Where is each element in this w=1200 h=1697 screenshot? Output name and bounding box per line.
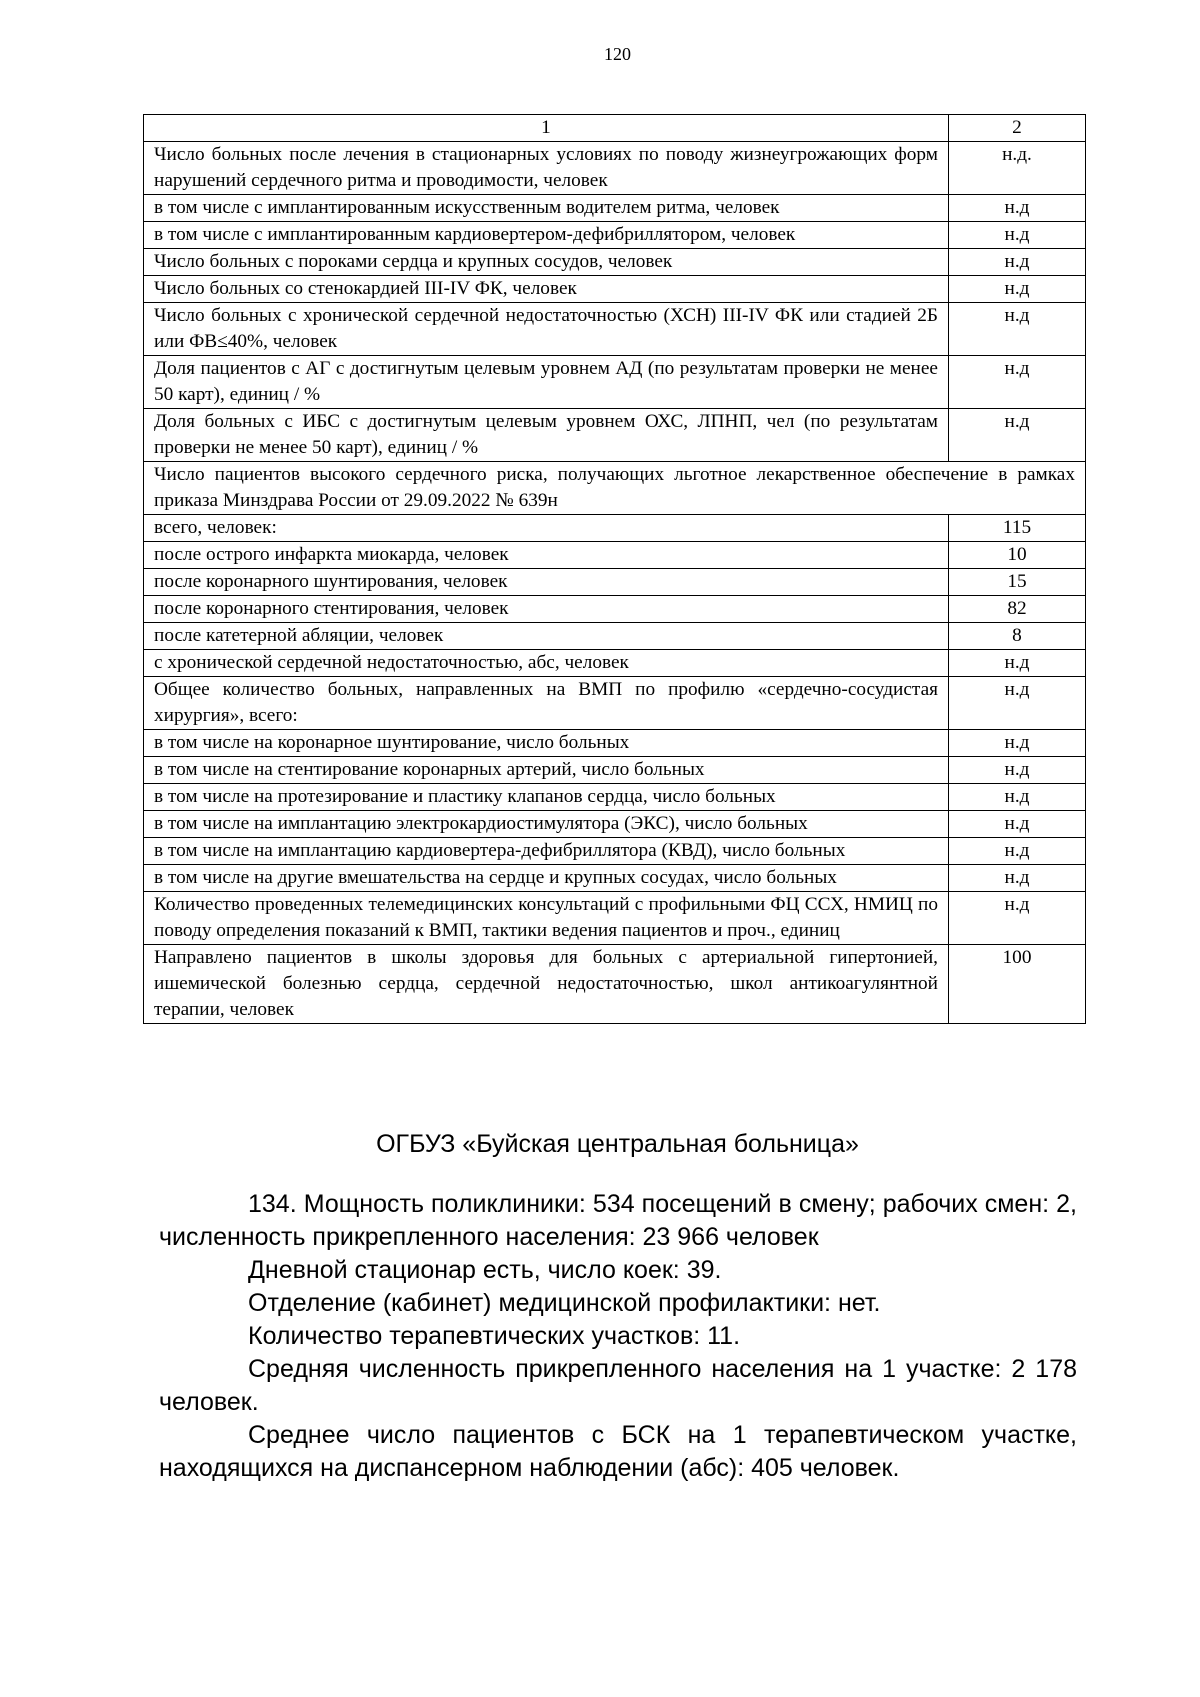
row-value: н.д [949, 650, 1086, 677]
paragraph: Отделение (кабинет) медицинской профилактики: нет. [248, 1289, 881, 1317]
table-row [144, 142, 1086, 195]
row-value: н.д [949, 730, 1086, 757]
table-row [144, 195, 1086, 222]
paragraph: Количество терапевтических участков: 11. [248, 1322, 741, 1350]
paragraph: Среднее число пациентов с БСК на 1 терапевтическом участке, находящихся на диспансерном наблюдении (абс): 405 человек. [159, 1421, 1077, 1482]
row-label: с хронической сердечной недостаточностью, абс, человек [144, 650, 949, 677]
table-row [144, 838, 1086, 865]
table-row [144, 249, 1086, 276]
row-value: н.д [949, 409, 1086, 462]
table-row [144, 569, 1086, 596]
paragraph: Дневной стационар есть, число коек: 39. [248, 1256, 722, 1284]
table-row [144, 356, 1086, 409]
table-row [144, 945, 1086, 1024]
row-label: Количество проведенных телемедицинских консультаций с профильными ФЦ ССХ, НМИЦ по поводу определения показаний к ВМП, тактики ведения пациентов и проч., единиц [144, 892, 949, 945]
page-number: 120 [604, 44, 631, 64]
row-label: Число больных с пороками сердца и крупных сосудов, человек [144, 249, 949, 276]
table-row [144, 892, 1086, 945]
table-row [144, 515, 1086, 542]
table-row [144, 623, 1086, 650]
table-row [144, 596, 1086, 623]
body-text [159, 1188, 1077, 1485]
row-label: после коронарного стентирования, человек [144, 596, 949, 623]
row-label: Число больных со стенокардией III-IV ФК, человек [144, 276, 949, 303]
row-value: н.д [949, 838, 1086, 865]
section-title: ОГБУЗ «Буйская центральная больница» [376, 1130, 859, 1158]
table-row [144, 784, 1086, 811]
table-row [144, 677, 1086, 730]
row-label: в том числе на имплантацию кардиовертера-дефибриллятора (КВД), число больных [144, 838, 949, 865]
row-value: 82 [949, 596, 1086, 623]
row-value: н.д [949, 303, 1086, 356]
row-label: в том числе на протезирование и пластику клапанов сердца, число больных [144, 784, 949, 811]
row-value: н.д [949, 356, 1086, 409]
row-value: н.д [949, 811, 1086, 838]
row-value: н.д [949, 892, 1086, 945]
row-value: н.д [949, 677, 1086, 730]
row-value: н.д [949, 195, 1086, 222]
row-label: Доля пациентов с АГ с достигнутым целевым уровнем АД (по результатам проверки не менее 50 карт), единиц / % [144, 356, 949, 409]
table-row [144, 757, 1086, 784]
table-row [144, 276, 1086, 303]
row-value: н.д. [949, 142, 1086, 195]
row-label: Общее количество больных, направленных на ВМП по профилю «сердечно-сосудистая хирургия», всего: [144, 677, 949, 730]
row-label: после коронарного шунтирования, человек [144, 569, 949, 596]
row-label: Число пациентов высокого сердечного риска, получающих льготное лекарственное обеспечение в рамках приказа Минздрава России от 29.09.2022 № 639н [144, 462, 1086, 515]
row-value: 115 [949, 515, 1086, 542]
table-row [144, 409, 1086, 462]
row-value: 8 [949, 623, 1086, 650]
row-label: в том числе на коронарное шунтирование, число больных [144, 730, 949, 757]
table-header-row [144, 115, 1086, 142]
column-header-2: 2 [949, 115, 1086, 142]
row-label: в том числе на стентирование коронарных артерий, число больных [144, 757, 949, 784]
row-value: 100 [949, 945, 1086, 1024]
table-row [144, 542, 1086, 569]
row-value: н.д [949, 865, 1086, 892]
table-row [144, 222, 1086, 249]
paragraph: 134. Мощность поликлиники: 534 посещений в смену; рабочих смен: 2, численность прикрепленного населения: 23 966 человек [159, 1190, 1077, 1251]
row-label: Доля больных с ИБС с достигнутым целевым уровнем ОХС, ЛПНП, чел (по результатам проверки не менее 50 карт), единиц / % [144, 409, 949, 462]
statistics-table [143, 114, 1086, 1024]
row-label: в том числе с имплантированным искусственным водителем ритма, человек [144, 195, 949, 222]
row-value: 10 [949, 542, 1086, 569]
row-label: всего, человек: [144, 515, 949, 542]
row-label: Число больных с хронической сердечной недостаточностью (ХСН) III-IV ФК или стадией 2Б или ФВ≤40%, человек [144, 303, 949, 356]
row-value: н.д [949, 222, 1086, 249]
row-label: в том числе с имплантированным кардиовертером-дефибриллятором, человек [144, 222, 949, 249]
table-row [144, 462, 1086, 515]
table-row [144, 650, 1086, 677]
table-row [144, 811, 1086, 838]
row-value: н.д [949, 276, 1086, 303]
statistics-table-body [144, 115, 1086, 1024]
row-label: в том числе на имплантацию электрокардиостимулятора (ЭКС), число больных [144, 811, 949, 838]
row-label: после острого инфаркта миокарда, человек [144, 542, 949, 569]
table-row [144, 730, 1086, 757]
row-label: Направлено пациентов в школы здоровья для больных с артериальной гипертонией, ишемической болезнью сердца, сердечной недостаточностью, школ антикоагулянтной терапии, человек [144, 945, 949, 1024]
row-label: Число больных после лечения в стационарных условиях по поводу жизнеугрожающих форм нарушений сердечного ритма и проводимости, человек [144, 142, 949, 195]
row-label: после катетерной абляции, человек [144, 623, 949, 650]
row-value: н.д [949, 757, 1086, 784]
row-value: 15 [949, 569, 1086, 596]
row-value: н.д [949, 249, 1086, 276]
table-row [144, 865, 1086, 892]
row-value: н.д [949, 784, 1086, 811]
row-label: в том числе на другие вмешательства на сердце и крупных сосудах, число больных [144, 865, 949, 892]
table-row [144, 303, 1086, 356]
paragraph: Средняя численность прикрепленного населения на 1 участке: 2 178 человек. [159, 1355, 1077, 1416]
column-header-1: 1 [144, 115, 949, 142]
